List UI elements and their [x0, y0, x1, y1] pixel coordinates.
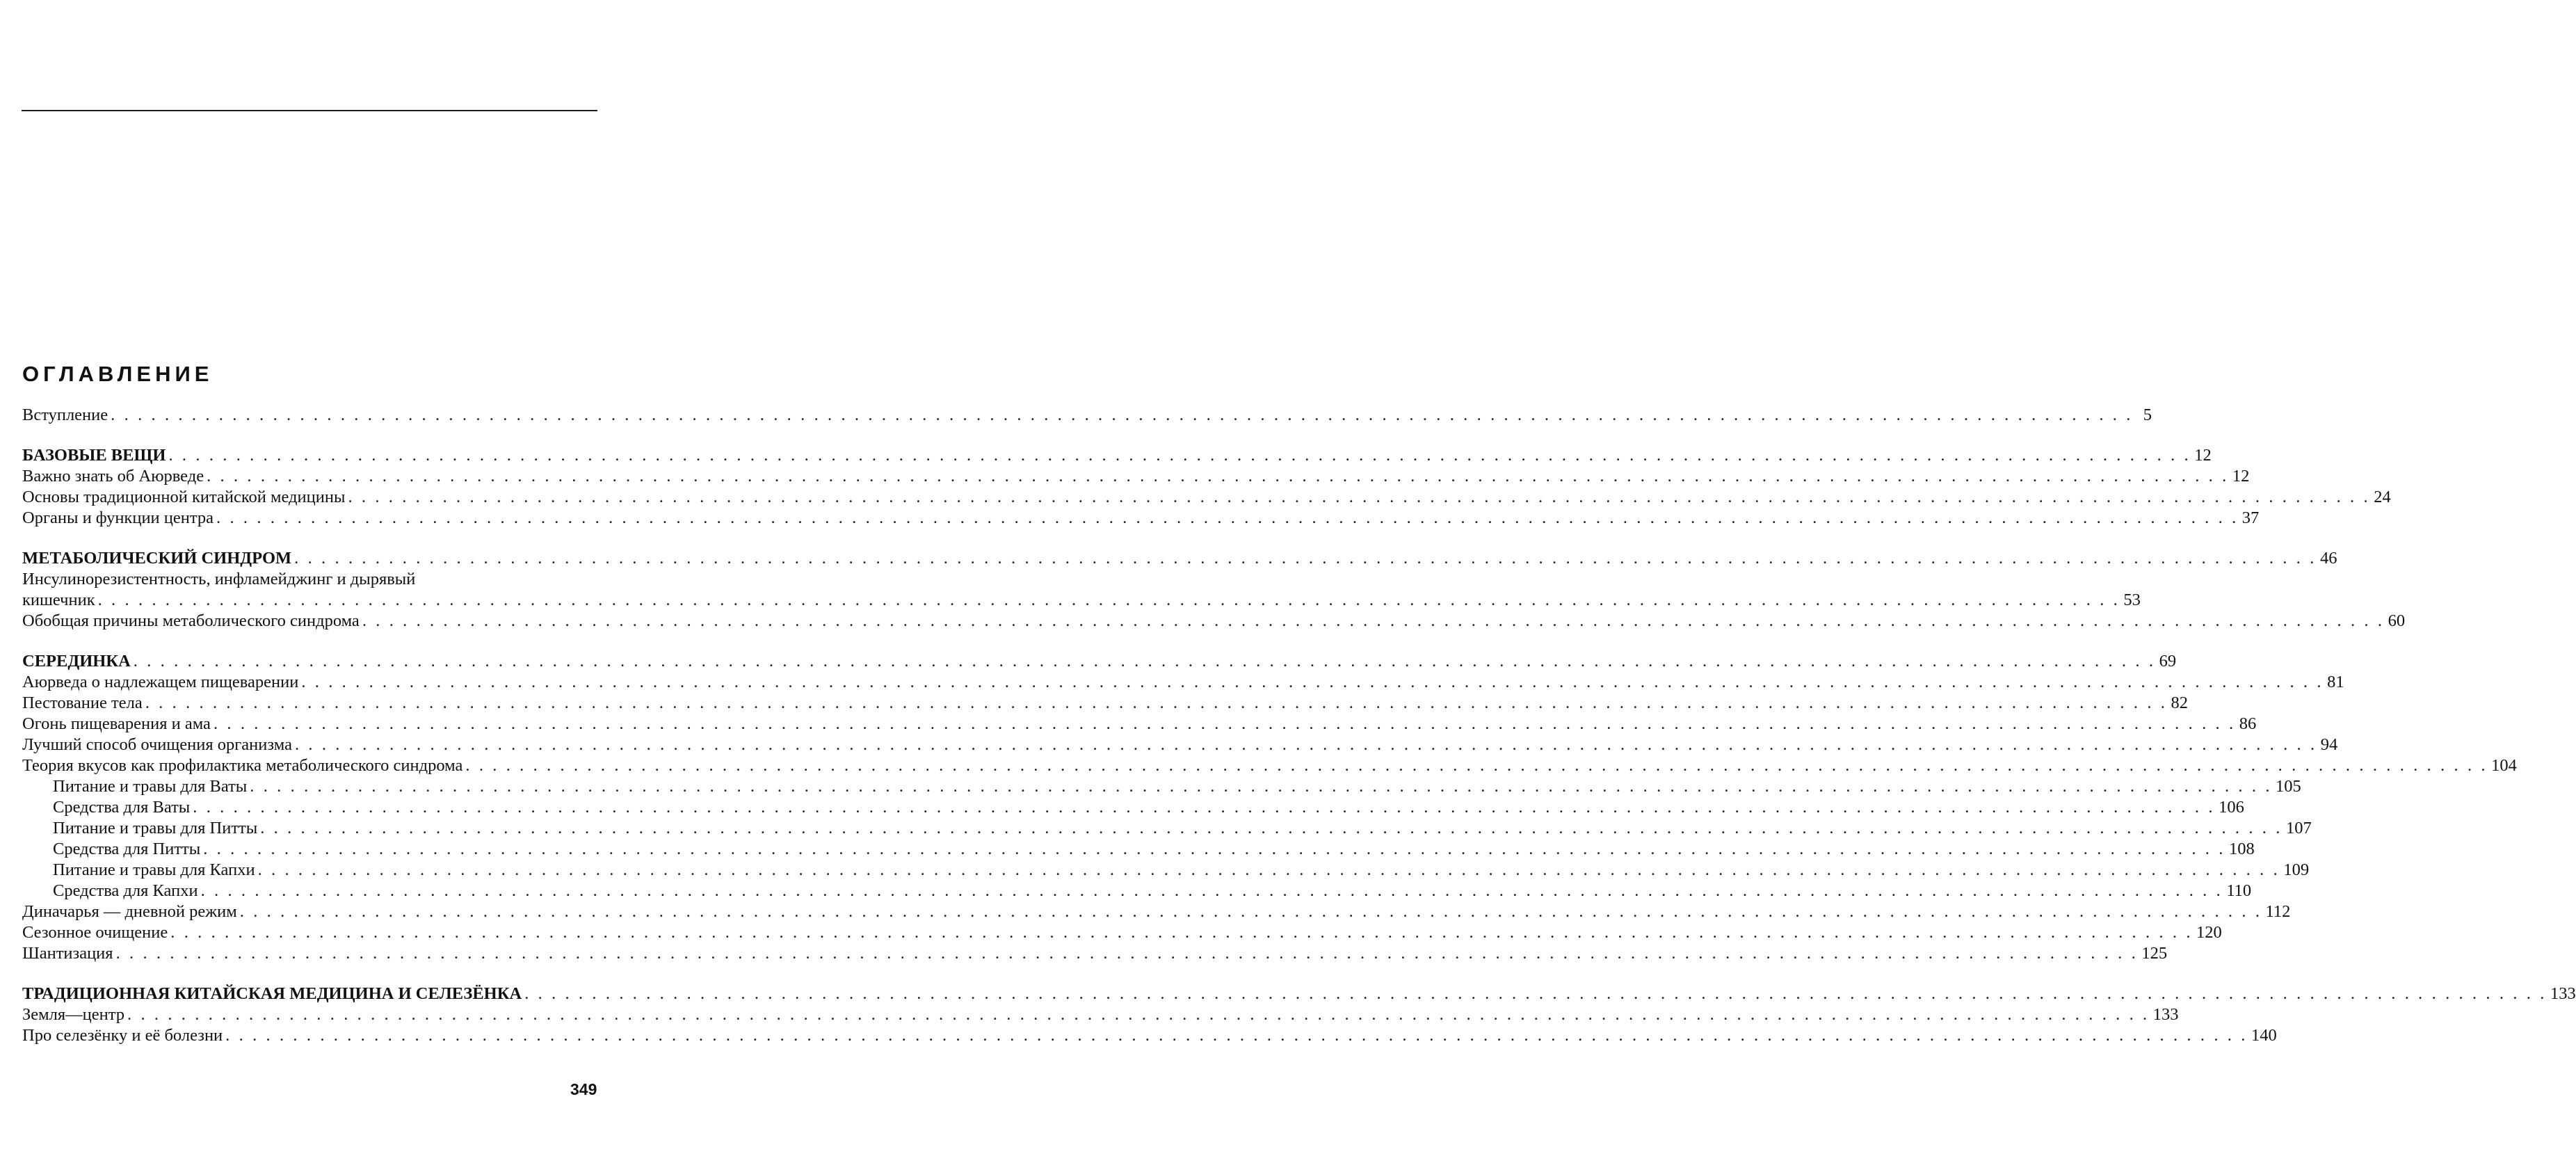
toc-entry-title: Обобщая причины метаболического синдрома	[22, 611, 360, 630]
toc-entry-title: БАЗОВЫЕ ВЕЩИ	[22, 446, 166, 465]
toc-entry[interactable]	[22, 943, 2168, 964]
toc-entry-title: Питание и травы для Питты	[53, 819, 258, 837]
dot-leader: . . . . . . . . . . . . . . . . . . . . . . . . . . . . . . . . . . . . . . . . . . . . . . . . . . . . . . . . . . . . . . . . . . . . . . . . . . . . . . . . . . . . . . . . . . . . . . . . . . . . . . . . . . . . . . . . . . . . . . . . . . . . . . . . . . . . . . . . . . . . . . . . . . . . . .	[239, 902, 2262, 921]
toc-entry[interactable]	[22, 693, 2188, 714]
toc-entry[interactable]	[22, 797, 2244, 818]
toc-entry-title: Аюрведа о надлежащем пищеварении	[22, 673, 299, 691]
toc-entry-page: 108	[2228, 840, 2255, 858]
toc-entry[interactable]	[22, 922, 2222, 943]
toc-section	[22, 405, 2152, 426]
toc-entry-title: Вступление	[22, 406, 108, 424]
toc-entry[interactable]	[22, 590, 2141, 611]
dot-leader: . . . . . . . . . . . . . . . . . . . . . . . . . . . . . . . . . . . . . . . . . . . . . . . . . . . . . . . . . . . . . . . . . . . . . . . . . . . . . . . . . . . . . . . . . . . . . . . . . . . . . . . . . . . . . . . . . . . . . . . . . . . . . . . . . . . . . . . . . . . . . . . . . . . . . .	[207, 467, 2229, 486]
dot-leader: . . . . . . . . . . . . . . . . . . . . . . . . . . . . . . . . . . . . . . . . . . . . . . . . . . . . . . . . . . . . . . . . . . . . . . . . . . . . . . . . . . . . . . . . . . . . . . . . . . . . . . . . . . . . . . . . . . . . . . . . . . . . . . . . . . . . . . . . . . . . . . . . . . . . . .	[213, 714, 2236, 733]
toc-entry-page: 133	[2152, 1005, 2179, 1024]
dot-leader: . . . . . . . . . . . . . . . . . . . . . . . . . . . . . . . . . . . . . . . . . . . . . . . . . . . . . . . . . . . . . . . . . . . . . . . . . . . . . . . . . . . . . . . . . . . . . . . . . . . . . . . . . . . . . . . . . . . . . . . . . . . . . . . . . . . . . . . . . . . . . . . . . . . . . .	[200, 881, 2223, 900]
toc-entry[interactable]	[22, 735, 2338, 755]
toc-entry-title: Средства для Ваты	[53, 798, 191, 817]
toc-chapter-entry[interactable]	[22, 984, 2576, 1004]
dot-leader: . . . . . . . . . . . . . . . . . . . . . . . . . . . . . . . . . . . . . . . . . . . . . . . . . . . . . . . . . . . . . . . . . . . . . . . . . . . . . . . . . . . . . . . . . . . . . . . . . . . . . . . . . . . . . . . . . . . . . . . . . . . . . . . . . . . . . . . . . . . . . . . . . . . . . .	[127, 1005, 2150, 1024]
top-rule	[22, 110, 597, 111]
toc-entry-title: Важно знать об Аюрведе	[22, 467, 204, 486]
toc-entry-page: 109	[2283, 860, 2310, 879]
page-number: 349	[570, 1080, 597, 1098]
toc-entry-title: Земля—центр	[22, 1005, 124, 1024]
toc-entry-page: 106	[2219, 798, 2244, 817]
toc-entry-page: 94	[2320, 735, 2338, 754]
toc-entry-title: Основы традиционной китайской медицины	[22, 488, 346, 506]
dot-leader: . . . . . . . . . . . . . . . . . . . . . . . . . . . . . . . . . . . . . . . . . . . . . . . . . . . . . . . . . . . . . . . . . . . . . . . . . . . . . . . . . . . . . . . . . . . . . . . . . . . . . . . . . . . . . . . . . . . . . . . . . . . . . . . . . . . . . . . . . . . . . . . . . . . . . .	[168, 446, 2191, 465]
toc-entry-page: 69	[2159, 652, 2177, 671]
dot-leader: . . . . . . . . . . . . . . . . . . . . . . . . . . . . . . . . . . . . . . . . . . . . . . . . . . . . . . . . . . . . . . . . . . . . . . . . . . . . . . . . . . . . . . . . . . . . . . . . . . . . . . . . . . . . . . . . . . . . . . . . . . . . . . . . . . . . . . . . . . . . . . . . . . . . . .	[294, 549, 2317, 568]
toc-entry-page: 133	[2550, 984, 2576, 1003]
dot-leader: . . . . . . . . . . . . . . . . . . . . . . . . . . . . . . . . . . . . . . . . . . . . . . . . . . . . . . . . . . . . . . . . . . . . . . . . . . . . . . . . . . . . . . . . . . . . . . . . . . . . . . . . . . . . . . . . . . . . . . . . . . . . . . . . . . . . . . . . . . . . . . . . . . . . . .	[111, 406, 2133, 424]
toc-entry-title: Шантизация	[22, 944, 113, 963]
dot-leader: . . . . . . . . . . . . . . . . . . . . . . . . . . . . . . . . . . . . . . . . . . . . . . . . . . . . . . . . . . . . . . . . . . . . . . . . . . . . . . . . . . . . . . . . . . . . . . . . . . . . . . . . . . . . . . . . . . . . . . . . . . . . . . . . . . . . . . . . . . . . . . . . . . . . . .	[524, 984, 2547, 1003]
toc-entry-title: МЕТАБОЛИЧЕСКИЙ СИНДРОМ	[22, 549, 292, 568]
toc-entry-title: Про селезёнку и её болезни	[22, 1026, 223, 1045]
toc-entry-title: Лучший способ очищения организма	[22, 735, 292, 754]
toc-entry[interactable]	[22, 714, 2257, 735]
toc-entry-page: 53	[2123, 591, 2141, 609]
toc-entry-page: 110	[2226, 881, 2252, 900]
toc-entry[interactable]	[22, 466, 2250, 487]
toc-section	[22, 984, 2576, 1046]
toc-entry-page: 86	[2239, 714, 2257, 733]
page-title: ОГЛАВЛЕНИЕ	[22, 362, 214, 386]
dot-leader: . . . . . . . . . . . . . . . . . . . . . . . . . . . . . . . . . . . . . . . . . . . . . . . . . . . . . . . . . . . . . . . . . . . . . . . . . . . . . . . . . . . . . . . . . . . . . . . . . . . . . . . . . . . . . . . . . . . . . . . . . . . . . . . . . . . . . . . . . . . . . . . . . . . . . .	[250, 777, 2273, 796]
toc-chapter-entry[interactable]	[22, 651, 2177, 672]
toc-entry-title: Средства для Питты	[53, 840, 201, 858]
toc-entry[interactable]	[22, 1004, 2179, 1025]
toc-entry[interactable]	[22, 776, 2301, 797]
dot-leader: . . . . . . . . . . . . . . . . . . . . . . . . . . . . . . . . . . . . . . . . . . . . . . . . . . . . . . . . . . . . . . . . . . . . . . . . . . . . . . . . . . . . . . . . . . . . . . . . . . . . . . . . . . . . . . . . . . . . . . . . . . . . . . . . . . . . . . . . . . . . . . . . . . . . . .	[216, 508, 2239, 527]
toc-entry[interactable]	[22, 487, 2391, 508]
toc-section	[22, 548, 2406, 632]
toc-entry-title: Средства для Капхи	[53, 881, 198, 900]
toc-entry-title: кишечник	[22, 591, 95, 609]
toc-entry-page: 107	[2285, 819, 2312, 837]
toc-entry-title: Питание и травы для Ваты	[53, 777, 248, 796]
toc-entry[interactable]	[22, 881, 2252, 901]
dot-leader: . . . . . . . . . . . . . . . . . . . . . . . . . . . . . . . . . . . . . . . . . . . . . . . . . . . . . . . . . . . . . . . . . . . . . . . . . . . . . . . . . . . . . . . . . . . . . . . . . . . . . . . . . . . . . . . . . . . . . . . . . . . . . . . . . . . . . . . . . . . . . . . . . . . . . .	[225, 1026, 2248, 1045]
dot-leader: . . . . . . . . . . . . . . . . . . . . . . . . . . . . . . . . . . . . . . . . . . . . . . . . . . . . . . . . . . . . . . . . . . . . . . . . . . . . . . . . . . . . . . . . . . . . . . . . . . . . . . . . . . . . . . . . . . . . . . . . . . . . . . . . . . . . . . . . . . . . . . . . . . . . . .	[170, 923, 2193, 942]
table-of-contents	[22, 405, 2576, 1066]
toc-entry[interactable]	[22, 839, 2255, 860]
toc-entry-page: 140	[2251, 1026, 2277, 1045]
toc-entry-page: 12	[2194, 446, 2212, 465]
toc-entry-title: Пестование тела	[22, 693, 143, 712]
dot-leader: . . . . . . . . . . . . . . . . . . . . . . . . . . . . . . . . . . . . . . . . . . . . . . . . . . . . . . . . . . . . . . . . . . . . . . . . . . . . . . . . . . . . . . . . . . . . . . . . . . . . . . . . . . . . . . . . . . . . . . . . . . . . . . . . . . . . . . . . . . . . . . . . . . . . . .	[294, 735, 2317, 754]
toc-entry-page: 120	[2196, 923, 2222, 942]
toc-entry-page: 60	[2388, 611, 2406, 630]
toc-entry[interactable]	[22, 672, 2344, 693]
toc-entry-title: Диначарья — дневной режим	[22, 902, 237, 921]
toc-entry-page: 81	[2327, 673, 2344, 691]
toc-entry-page: 104	[2491, 756, 2517, 775]
toc-entry-page: 46	[2319, 549, 2337, 568]
toc-entry-title-line: Инсулинорезистентность, инфламейджинг и дырявый	[22, 570, 416, 588]
toc-entry-title: СЕРЕДИНКА	[22, 652, 131, 671]
toc-entry-title: Огонь пищеварения и ама	[22, 714, 211, 733]
dot-leader: . . . . . . . . . . . . . . . . . . . . . . . . . . . . . . . . . . . . . . . . . . . . . . . . . . . . . . . . . . . . . . . . . . . . . . . . . . . . . . . . . . . . . . . . . . . . . . . . . . . . . . . . . . . . . . . . . . . . . . . . . . . . . . . . . . . . . . . . . . . . . . . . . . . . . .	[260, 819, 2283, 837]
dot-leader: . . . . . . . . . . . . . . . . . . . . . . . . . . . . . . . . . . . . . . . . . . . . . . . . . . . . . . . . . . . . . . . . . . . . . . . . . . . . . . . . . . . . . . . . . . . . . . . . . . . . . . . . . . . . . . . . . . . . . . . . . . . . . . . . . . . . . . . . . . . . . . . . . . . . . .	[145, 693, 2168, 712]
dot-leader: . . . . . . . . . . . . . . . . . . . . . . . . . . . . . . . . . . . . . . . . . . . . . . . . . . . . . . . . . . . . . . . . . . . . . . . . . . . . . . . . . . . . . . . . . . . . . . . . . . . . . . . . . . . . . . . . . . . . . . . . . . . . . . . . . . . . . . . . . . . . . . . . . . . . . .	[465, 756, 2488, 775]
toc-chapter-entry[interactable]	[22, 548, 2337, 569]
toc-entry-title: ТРАДИЦИОННАЯ КИТАЙСКАЯ МЕДИЦИНА И СЕЛЕЗЁНКА	[22, 984, 522, 1003]
toc-chapter-entry[interactable]	[22, 445, 2212, 466]
dot-leader: . . . . . . . . . . . . . . . . . . . . . . . . . . . . . . . . . . . . . . . . . . . . . . . . . . . . . . . . . . . . . . . . . . . . . . . . . . . . . . . . . . . . . . . . . . . . . . . . . . . . . . . . . . . . . . . . . . . . . . . . . . . . . . . . . . . . . . . . . . . . . . . . . . . . . .	[301, 673, 2324, 691]
toc-entry-page: 12	[2232, 467, 2250, 486]
toc-entry[interactable]	[22, 901, 2291, 922]
toc-entry[interactable]	[22, 405, 2152, 426]
toc-section	[22, 651, 2517, 964]
dot-leader: . . . . . . . . . . . . . . . . . . . . . . . . . . . . . . . . . . . . . . . . . . . . . . . . . . . . . . . . . . . . . . . . . . . . . . . . . . . . . . . . . . . . . . . . . . . . . . . . . . . . . . . . . . . . . . . . . . . . . . . . . . . . . . . . . . . . . . . . . . . . . . . . . . . . . .	[97, 591, 2120, 609]
toc-entry-page: 105	[2276, 777, 2301, 796]
dot-leader: . . . . . . . . . . . . . . . . . . . . . . . . . . . . . . . . . . . . . . . . . . . . . . . . . . . . . . . . . . . . . . . . . . . . . . . . . . . . . . . . . . . . . . . . . . . . . . . . . . . . . . . . . . . . . . . . . . . . . . . . . . . . . . . . . . . . . . . . . . . . . . . . . . . . . .	[203, 840, 2225, 858]
toc-entry-page: 37	[2241, 508, 2260, 527]
toc-entry[interactable]	[22, 860, 2310, 881]
dot-leader: . . . . . . . . . . . . . . . . . . . . . . . . . . . . . . . . . . . . . . . . . . . . . . . . . . . . . . . . . . . . . . . . . . . . . . . . . . . . . . . . . . . . . . . . . . . . . . . . . . . . . . . . . . . . . . . . . . . . . . . . . . . . . . . . . . . . . . . . . . . . . . . . . . . . . .	[193, 798, 2216, 817]
toc-entry-page: 112	[2265, 902, 2291, 921]
toc-entry[interactable]	[22, 1025, 2277, 1046]
toc-entry[interactable]	[22, 569, 2141, 611]
toc-entry-page: 82	[2171, 693, 2188, 712]
toc-entry[interactable]	[22, 755, 2517, 776]
dot-leader: . . . . . . . . . . . . . . . . . . . . . . . . . . . . . . . . . . . . . . . . . . . . . . . . . . . . . . . . . . . . . . . . . . . . . . . . . . . . . . . . . . . . . . . . . . . . . . . . . . . . . . . . . . . . . . . . . . . . . . . . . . . . . . . . . . . . . . . . . . . . . . . . . . . . . .	[257, 860, 2280, 879]
toc-entry-title: Сезонное очищение	[22, 923, 168, 942]
toc-entry-title: Питание и травы для Капхи	[53, 860, 255, 879]
toc-entry-title: Теория вкусов как профилактика метаболического синдрома	[22, 756, 463, 775]
dot-leader: . . . . . . . . . . . . . . . . . . . . . . . . . . . . . . . . . . . . . . . . . . . . . . . . . . . . . . . . . . . . . . . . . . . . . . . . . . . . . . . . . . . . . . . . . . . . . . . . . . . . . . . . . . . . . . . . . . . . . . . . . . . . . . . . . . . . . . . . . . . . . . . . . . . . . .	[348, 488, 2371, 506]
dot-leader: . . . . . . . . . . . . . . . . . . . . . . . . . . . . . . . . . . . . . . . . . . . . . . . . . . . . . . . . . . . . . . . . . . . . . . . . . . . . . . . . . . . . . . . . . . . . . . . . . . . . . . . . . . . . . . . . . . . . . . . . . . . . . . . . . . . . . . . . . . . . . . . . . . . . . .	[115, 944, 2139, 963]
toc-entry-page: 5	[2143, 406, 2152, 424]
dot-leader: . . . . . . . . . . . . . . . . . . . . . . . . . . . . . . . . . . . . . . . . . . . . . . . . . . . . . . . . . . . . . . . . . . . . . . . . . . . . . . . . . . . . . . . . . . . . . . . . . . . . . . . . . . . . . . . . . . . . . . . . . . . . . . . . . . . . . . . . . . . . . . . . . . . . . .	[133, 652, 2156, 671]
toc-entry-page: 24	[2374, 488, 2391, 506]
toc-entry-title: Органы и функции центра	[22, 508, 214, 527]
toc-entry[interactable]	[22, 818, 2312, 839]
toc-entry-page: 125	[2141, 944, 2168, 963]
dot-leader: . . . . . . . . . . . . . . . . . . . . . . . . . . . . . . . . . . . . . . . . . . . . . . . . . . . . . . . . . . . . . . . . . . . . . . . . . . . . . . . . . . . . . . . . . . . . . . . . . . . . . . . . . . . . . . . . . . . . . . . . . . . . . . . . . . . . . . . . . . . . . . . . . . . . . .	[362, 611, 2385, 630]
toc-entry[interactable]	[22, 508, 2260, 529]
toc-section	[22, 445, 2391, 529]
toc-entry[interactable]	[22, 611, 2406, 632]
